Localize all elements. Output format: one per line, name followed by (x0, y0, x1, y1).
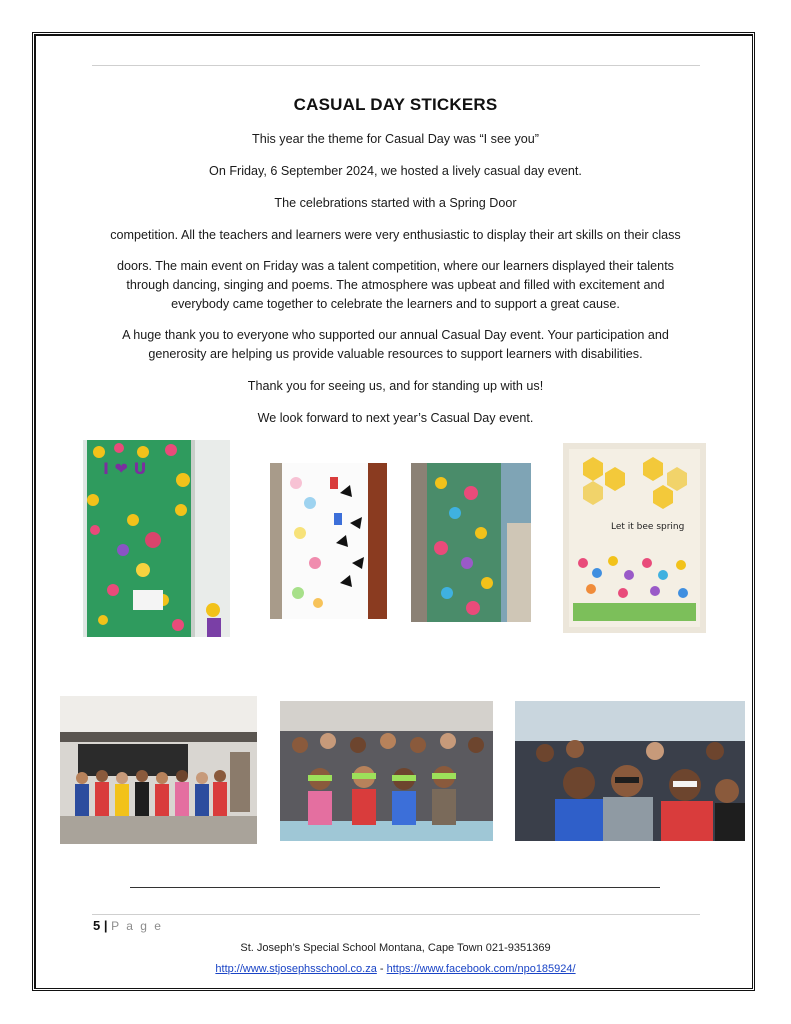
photo-learners-selfie (515, 701, 745, 841)
page-label: P a g e (111, 919, 163, 933)
paragraph-date: On Friday, 6 September 2024, we hosted a lively casual day event. (209, 164, 582, 178)
photo-flower-door (411, 463, 531, 622)
signature-blank-line (130, 887, 660, 888)
link-separator: - (379, 963, 384, 975)
footer-links (0, 963, 791, 975)
facebook-link[interactable]: https://www.facebook.com/npo185924/ (386, 963, 576, 975)
door-sign-text: I ❤ U (103, 459, 147, 478)
paragraph-competition: competition. All the teachers and learners were very enthusiastic to display their art skills on their class (110, 228, 681, 242)
footer-rule (92, 914, 700, 915)
paragraph-theme: This year the theme for Casual Day was “I see you” (252, 132, 539, 146)
paragraph-next-year: We look forward to next year’s Casual Day event. (257, 411, 534, 425)
paragraph-thanks: A huge thank you to everyone who supported our annual Casual Day event. Your participation and generosity are helping us provide valuable resources to support learners with disabilities. (122, 328, 669, 361)
website-link[interactable]: http://www.stjosephsschool.co.za (215, 963, 377, 975)
page-number-value: 5 (93, 918, 101, 933)
footer-address: St. Joseph’s Special School Montana, Cape Town 021-9351369 (240, 942, 551, 954)
header-rule (92, 65, 700, 66)
photo-group-staff (60, 696, 257, 844)
photo-hall-crowd (280, 701, 493, 841)
photo-green-door-sunflowers (83, 440, 230, 637)
paragraph-standing-up: Thank you for seeing us, and for standing up with us! (247, 379, 544, 393)
paragraph-main-event: doors. The main event on Friday was a talent competition, where our learners displayed their talents through dancing, singing and poems. The atmosphere was upbeat and filled with excitement and everybody came together to celebrate the learners and to support a great cause. (117, 259, 674, 311)
photo-butterfly-door (270, 463, 387, 619)
page-number-separator: | (103, 918, 108, 933)
page-number (93, 918, 163, 933)
spring-poster-text: Let it bee spring (611, 522, 685, 532)
page-title: CASUAL DAY STICKERS (293, 95, 498, 114)
photo-let-it-bee-spring (563, 443, 706, 633)
paragraph-celebrations: The celebrations started with a Spring Door (274, 196, 517, 210)
